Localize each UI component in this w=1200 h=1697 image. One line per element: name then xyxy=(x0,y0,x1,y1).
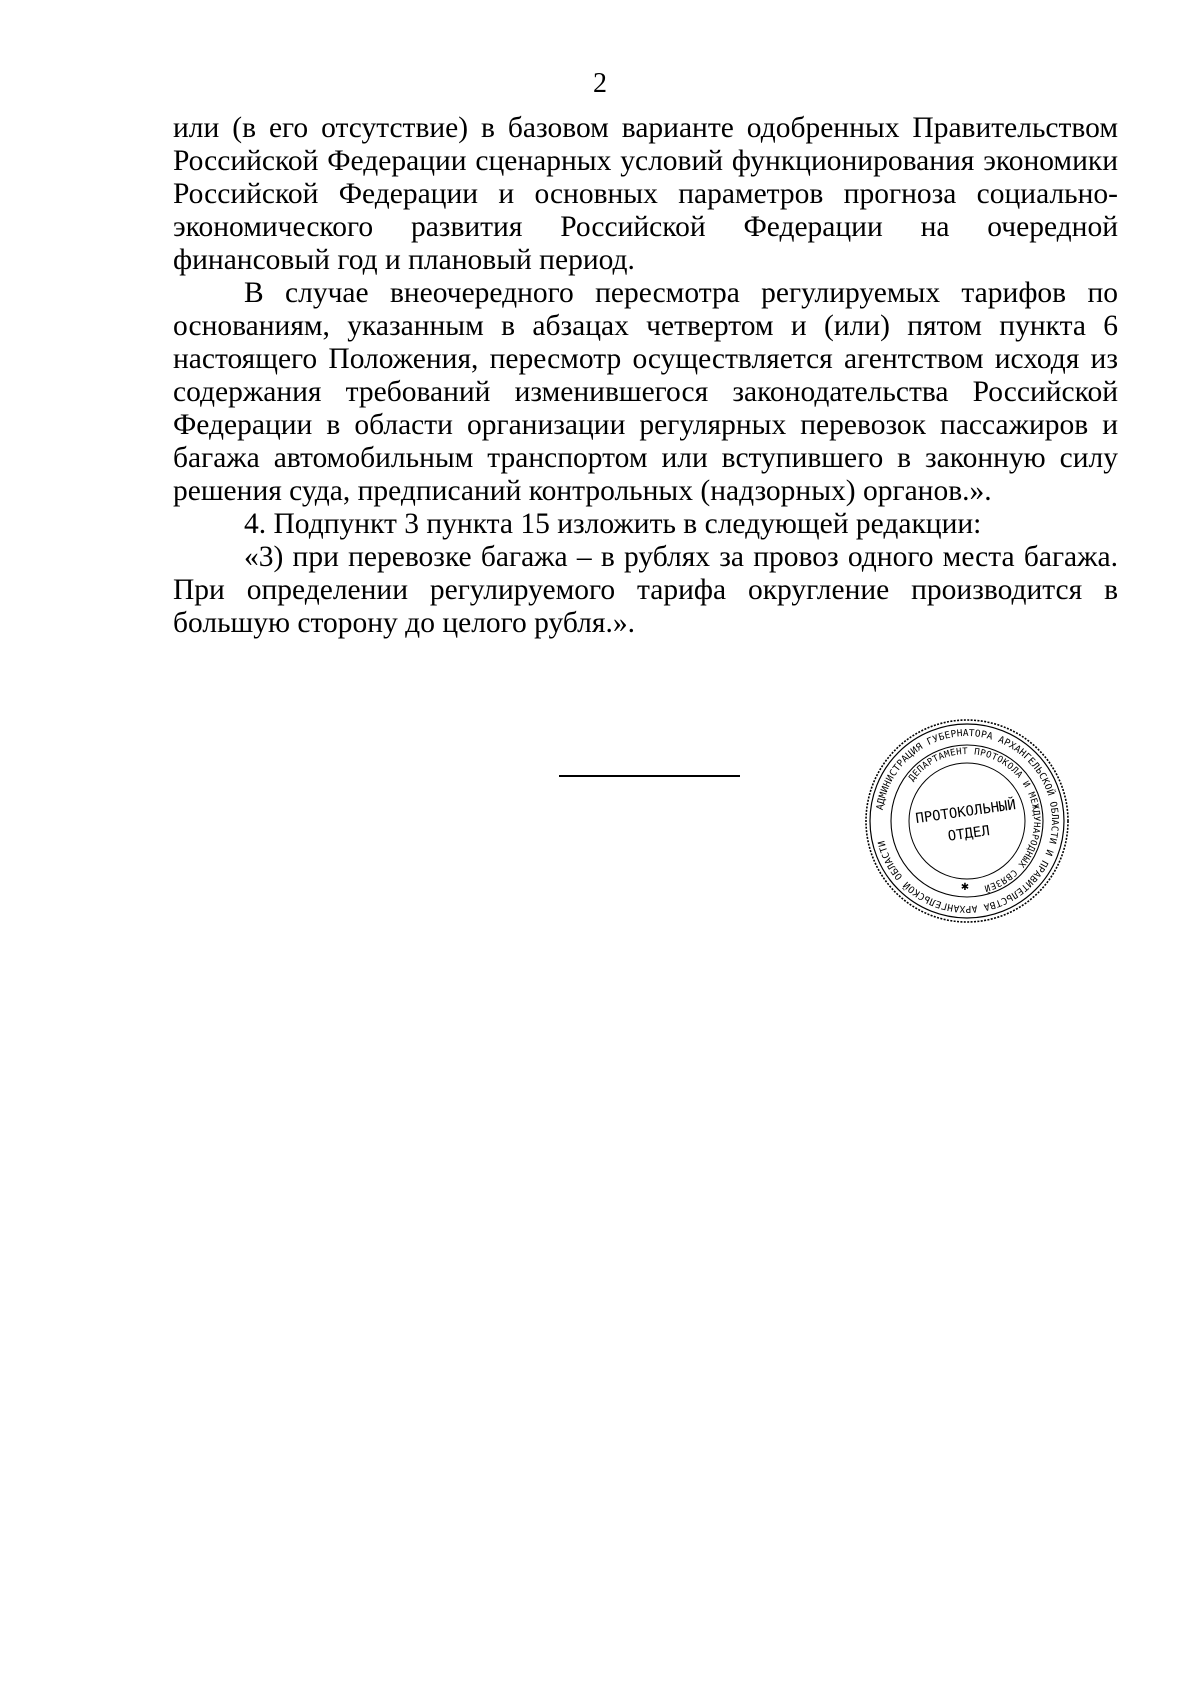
stamp-outer-ring-text: АДМИНИСТРАЦИЯ ГУБЕРНАТОРА АРХАНГЕЛЬСКОЙ ОБЛАСТИ И ПРАВИТЕЛЬСТВА АРХАНГЕЛЬСКОЙ ОБЛАСТИ xyxy=(874,727,1061,915)
official-seal-stamp xyxy=(862,716,1072,926)
paragraph-baggage-tariff: «3) при перевозке багажа – в рублях за провоз одного места багажа. При определении регулируемого тарифа округление производится в большую сторону до целого рубля.». xyxy=(173,541,1118,639)
round-seal-graphic xyxy=(862,716,1072,926)
document-body xyxy=(173,112,1118,640)
stamp-star-icon: ✱ xyxy=(960,882,970,893)
stamp-center-line-2: ОТДЕЛ xyxy=(946,823,991,845)
stamp-center-line-1: ПРОТОКОЛЬНЫЙ xyxy=(914,797,1017,828)
paragraph-amendment-item-4: 4. Подпункт 3 пункта 15 изложить в следующей редакции: xyxy=(244,508,982,540)
paragraph-continuation: или (в его отсутствие) в базовом варианте одобренных Правительством Российской Федерации сценарных условий функционирования экономики Российской Федерации и основных параметров прогноза социально-экономического развития Российской Федерации на очередной финансовый год и плановый период. xyxy=(173,112,1118,276)
page-number: 2 xyxy=(593,68,607,99)
stamp-inner-ring-text: ДЕПАРТАМЕНТ ПРОТОКОЛА И МЕЖДУНАРОДНЫХ СВЯЗЕЙ xyxy=(907,746,1042,893)
paragraph-extraordinary-review: В случае внеочередного пересмотра регулируемых тарифов по основаниям, указанным в абзацах четвертом и (или) пятом пункта 6 настоящего Положения, пересмотр осуществляется агентством исходя из содержания требований изменившегося законодательства Российской Федерации в области организации регулярных перевозок пассажиров и багажа автомобильным транспортом или вступившего в законную силу решения суда, предписаний контрольных (надзорных) органов.». xyxy=(173,277,1118,507)
end-of-document-rule xyxy=(559,775,740,777)
